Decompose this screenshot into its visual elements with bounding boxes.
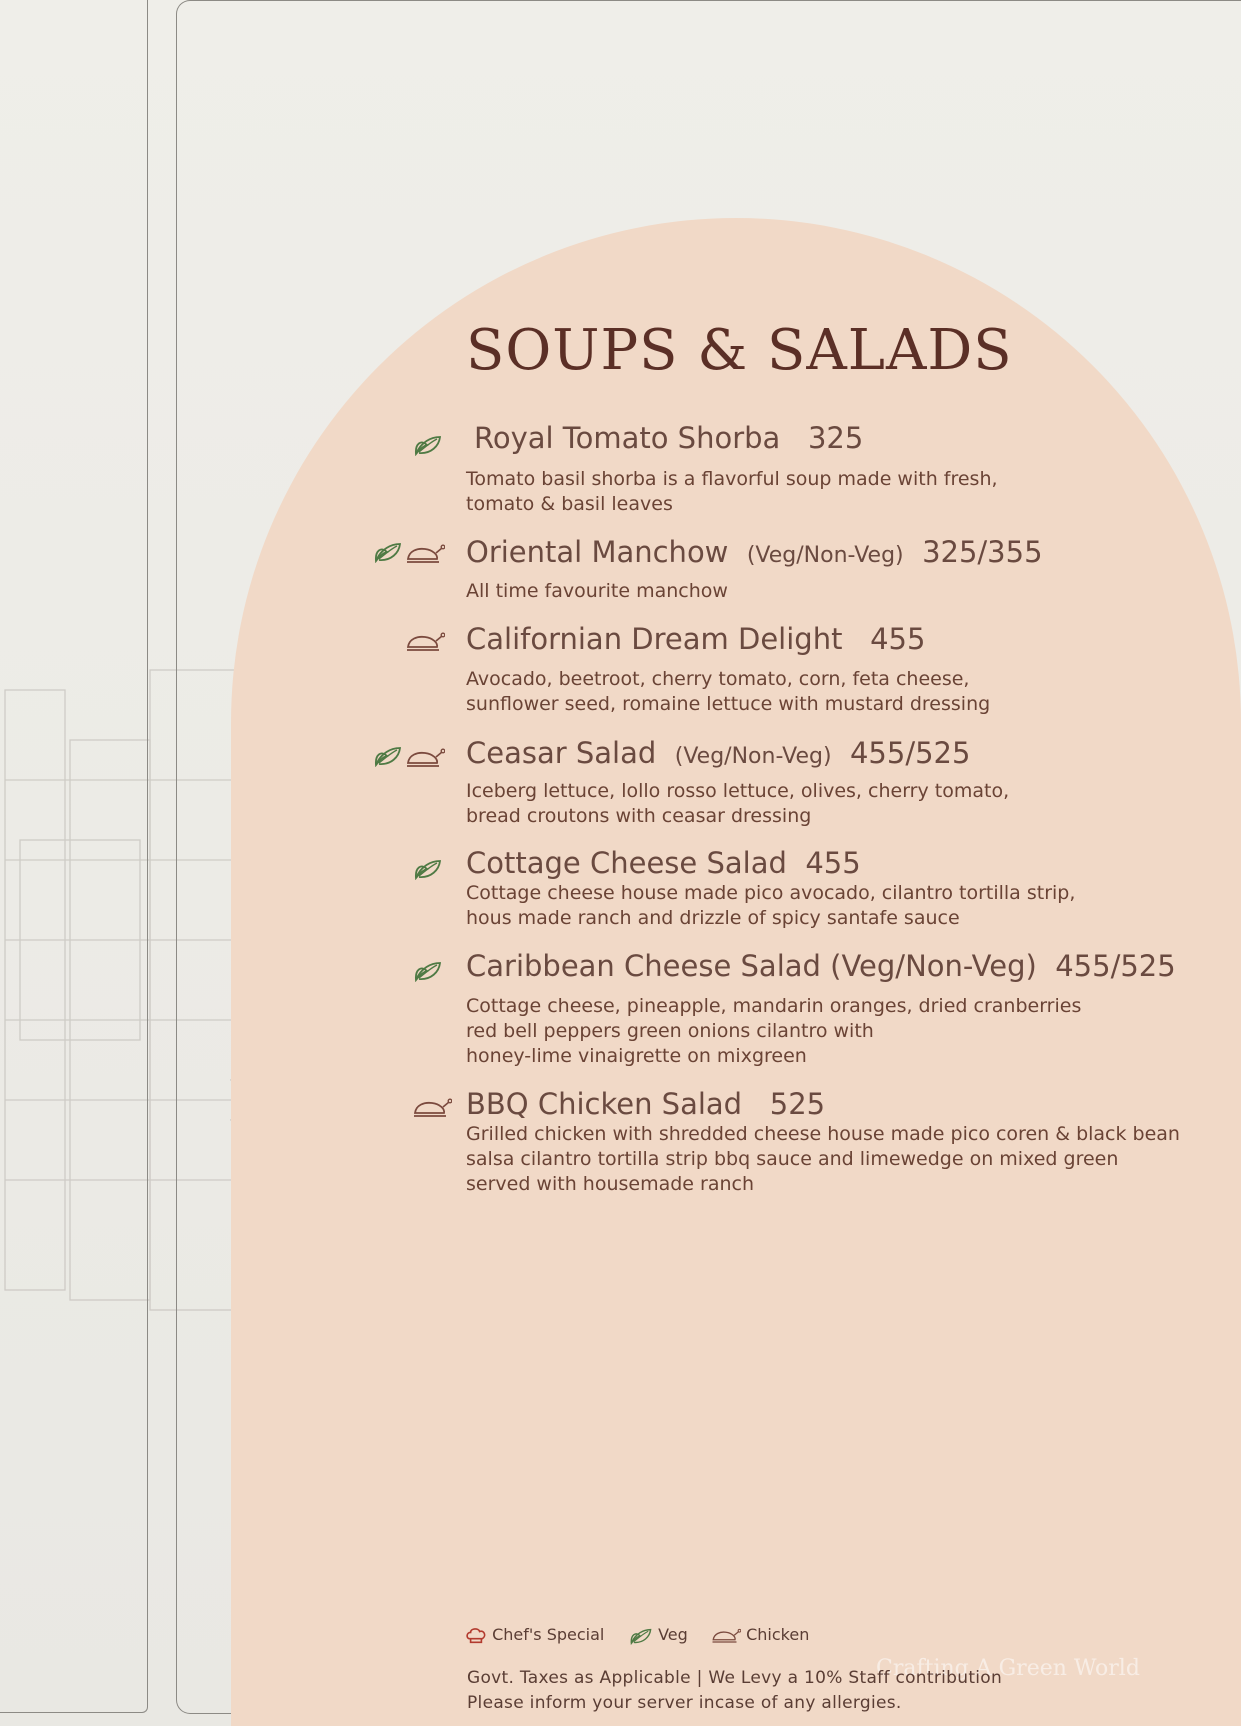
chicken-icon <box>711 1627 741 1645</box>
menu-item-description <box>466 1122 1180 1197</box>
menu-item-description <box>466 881 1075 931</box>
menu-item-name <box>474 421 863 455</box>
legend-chefs-special <box>465 1625 604 1645</box>
menu-item-description <box>466 467 998 517</box>
menu-item-name <box>466 949 1176 983</box>
item-title: Royal Tomato Shorba <box>474 421 781 455</box>
menu-item-name <box>466 736 970 770</box>
menu-item-name <box>466 1087 825 1121</box>
veg-leaf-icon <box>372 745 404 767</box>
item-title: BBQ Chicken Salad <box>466 1087 743 1121</box>
legend-veg <box>629 1625 688 1645</box>
item-title: Oriental Manchow <box>466 535 729 569</box>
item-title: Caribbean Cheese Salad (Veg/Non-Veg) <box>466 949 1037 983</box>
description-line: sunflower seed, romaine lettuce with mustard dressing <box>466 693 991 715</box>
description-line: Grilled chicken with shredded cheese house made pico coren & black bean <box>466 1123 1180 1145</box>
item-price: 525 <box>769 1087 826 1121</box>
item-price: 325/355 <box>922 535 1043 569</box>
page-title: SOUPS & SALADS <box>466 318 1013 383</box>
veg-leaf-icon <box>629 1627 653 1645</box>
legend-label: Chicken <box>746 1625 810 1644</box>
veg-leaf-icon <box>412 960 444 982</box>
item-title: Californian Dream Delight <box>466 622 843 656</box>
left-border-frame <box>0 0 148 1713</box>
chicken-icon <box>412 1097 452 1119</box>
legend-label: Veg <box>658 1625 688 1644</box>
item-price: 455/525 <box>849 736 971 770</box>
menu-item-description <box>466 779 1009 829</box>
item-price: 455 <box>805 846 861 880</box>
chicken-icon <box>405 747 445 769</box>
description-line: Iceberg lettuce, lollo rosso lettuce, olives, cherry tomato, <box>466 780 1010 802</box>
description-line: All time favourite manchow <box>466 580 728 602</box>
chicken-icon <box>405 543 445 565</box>
item-title: Cottage Cheese Salad <box>466 846 787 880</box>
chef-hat-icon <box>465 1627 487 1645</box>
description-line: Cottage cheese, pineapple, mandarin oranges, dried cranberries <box>466 995 1082 1017</box>
chicken-icon <box>405 631 445 653</box>
menu-item-description <box>466 667 990 717</box>
description-line: honey-lime vinaigrette on mixgreen <box>466 1045 807 1067</box>
menu-item-name <box>466 622 925 656</box>
legend-label: Chef's Special <box>492 1625 605 1644</box>
item-price: 455 <box>870 622 926 656</box>
legend-chicken <box>711 1625 809 1645</box>
description-line: tomato & basil leaves <box>466 493 673 515</box>
description-line: Cottage cheese house made pico avocado, cilantro tortilla strip, <box>466 882 1076 904</box>
menu-item-name <box>466 535 1043 569</box>
item-price: 325 <box>807 421 864 455</box>
description-line: hous made ranch and drizzle of spicy santafe sauce <box>466 907 960 929</box>
description-line: Tomato basil shorba is a flavorful soup made with fresh, <box>466 468 998 490</box>
item-title: Ceasar Salad <box>466 736 657 770</box>
footer-allergies: Please inform your server incase of any allergies. <box>467 1693 902 1713</box>
veg-leaf-icon <box>372 541 404 563</box>
item-price: 455/525 <box>1055 949 1176 983</box>
description-line: salsa cilantro tortilla strip bbq sauce and limewedge on mixed green <box>466 1148 1119 1170</box>
item-variant: (Veg/Non-Veg) <box>674 744 832 769</box>
description-line: served with housemade ranch <box>466 1173 755 1195</box>
description-line: Avocado, beetroot, cherry tomato, corn, feta cheese, <box>466 668 970 690</box>
description-line: bread croutons with ceasar dressing <box>466 805 812 827</box>
footer-taxes: Govt. Taxes as Applicable | We Levy a 10% Staff contribution <box>467 1668 1003 1688</box>
description-line: red bell peppers green onions cilantro with <box>466 1020 874 1042</box>
menu-item-name <box>466 846 861 880</box>
veg-leaf-icon <box>412 434 444 456</box>
watermark-text: Crafting A Green World <box>876 1656 1140 1681</box>
menu-item-description <box>466 579 728 604</box>
menu-item-description <box>466 994 1081 1069</box>
veg-leaf-icon <box>412 858 444 880</box>
item-variant: (Veg/Non-Veg) <box>746 543 904 568</box>
